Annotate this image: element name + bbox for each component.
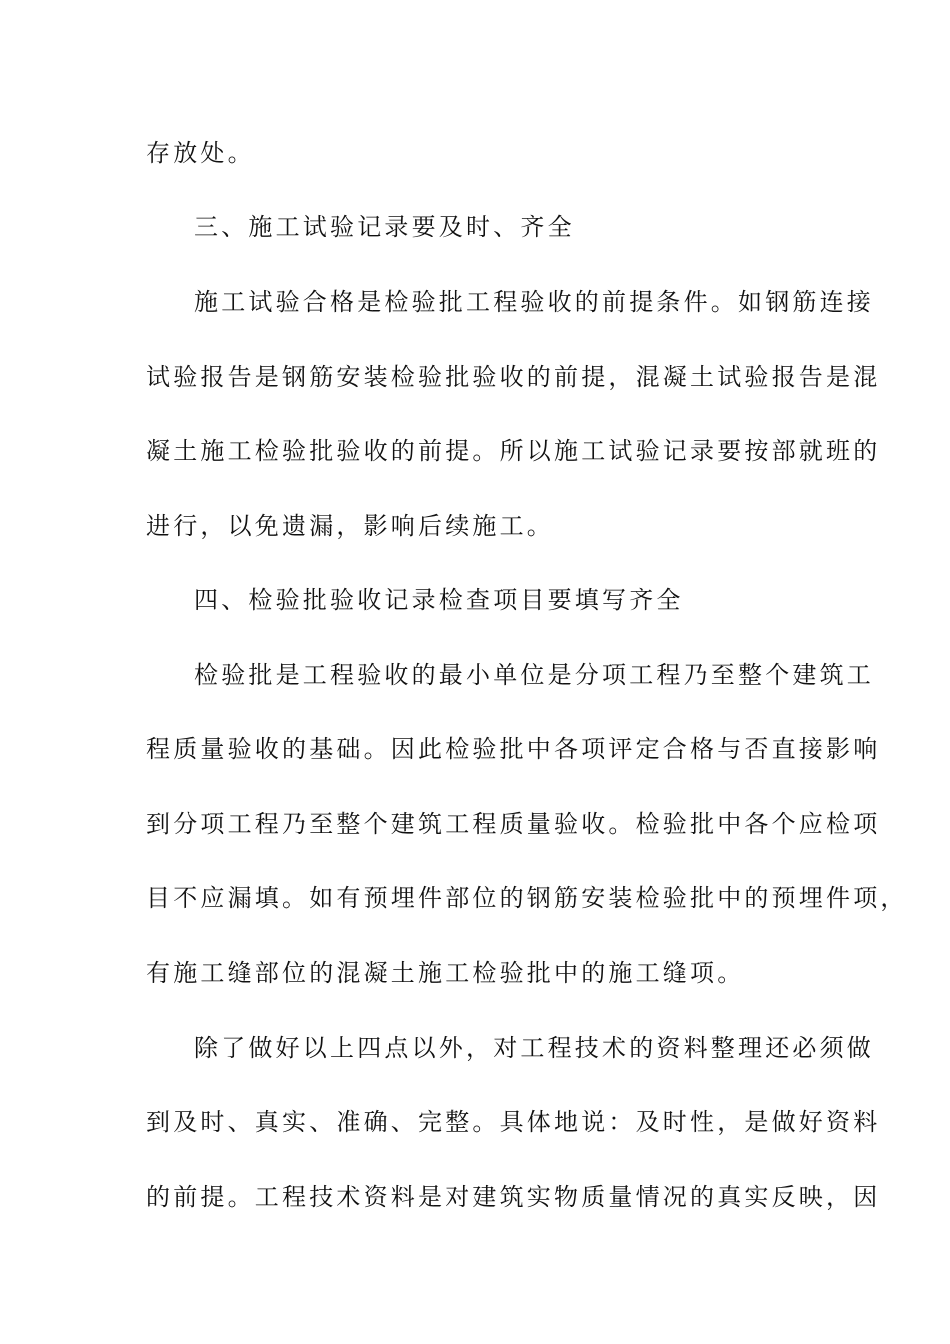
text-line: 试验报告是钢筋安装检验批验收的前提，混凝土试验报告是混 <box>146 363 881 391</box>
text-line: 凝土施工检验批验收的前提。所以施工试验记录要按部就班的 <box>146 437 881 465</box>
text-line: 有施工缝部位的混凝土施工检验批中的施工缝项。 <box>146 959 745 987</box>
text-line: 程质量验收的基础。因此检验批中各项评定合格与否直接影响 <box>146 735 881 763</box>
text-line: 到分项工程乃至整个建筑工程质量验收。检验批中各个应检项 <box>146 810 881 838</box>
section-heading: 三、施工试验记录要及时、齐全 <box>194 213 575 241</box>
text-line: 施工试验合格是检验批工程验收的前提条件。如钢筋连接 <box>194 288 874 316</box>
text-line: 除了做好以上四点以外，对工程技术的资料整理还必须做 <box>194 1034 874 1062</box>
text-line: 检验批是工程验收的最小单位是分项工程乃至整个建筑工 <box>194 661 874 689</box>
text-line: 目不应漏填。如有预埋件部位的钢筋安装检验批中的预埋件项， <box>146 884 908 912</box>
text-line: 的前提。工程技术资料是对建筑实物质量情况的真实反映，因 <box>146 1183 881 1211</box>
text-line: 进行，以免遗漏，影响后续施工。 <box>146 512 554 540</box>
text-line: 存放处。 <box>146 139 255 167</box>
section-heading: 四、检验批验收记录检查项目要填写齐全 <box>194 586 684 614</box>
text-line: 到及时、真实、准确、完整。具体地说：及时性，是做好资料 <box>146 1108 881 1136</box>
